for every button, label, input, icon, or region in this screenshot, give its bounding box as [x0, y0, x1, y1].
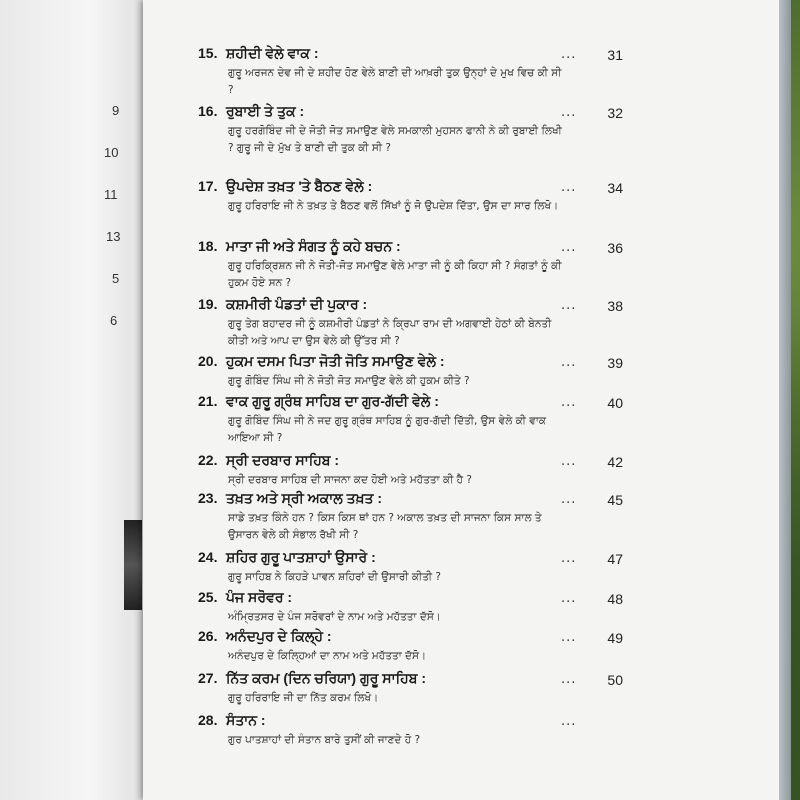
leader-dots: ... [561, 672, 577, 687]
entry-description: ਸਾਡੇ ਤਖ਼ਤ ਕਿੰਨੇ ਹਨ ? ਕਿਸ ਕਿਸ ਥਾਂ ਹਨ ? ਅਕਾਲ ਤਖ਼ਤ ਦੀ ਸਾਜਨਾ ਕਿਸ ਸਾਲ ਤੇ ਉਸਾਰਨ ਵੇਲੇ ਕੀ ਸੰਭਾਲ ਰੱਖੀ ਸੀ ? [228, 512, 542, 541]
entry-number: 28. [198, 712, 218, 728]
leader-dots: ... [561, 240, 577, 255]
entry-number: 21. [198, 393, 218, 409]
entry-heading [198, 589, 292, 606]
entry-page-number: 31 [607, 47, 623, 63]
entry-description: ਸ੍ਰੀ ਦਰਬਾਰ ਸਾਹਿਬ ਦੀ ਸਾਜਨਾ ਕਦ ਹੋਈ ਅਤੇ ਮਹੱਤਤਾ ਕੀ ਹੈ ? [228, 474, 473, 486]
entry-description: ਗੁਰੂ ਗੋਬਿੰਦ ਸਿੰਘ ਜੀ ਨੇ ਜੋਤੀ ਜੋਤ ਸਮਾਉਣ ਵੇਲੇ ਕੀ ਹੁਕਮ ਕੀਤੇ ? [228, 375, 470, 387]
entry-description: ਅਨੰਦਪੁਰ ਦੇ ਕਿਲ੍ਹਿਆਂ ਦਾ ਨਾਮ ਅਤੇ ਮਹੱਤਤਾ ਦੱਸੋ। [228, 650, 427, 662]
entry-heading [198, 103, 304, 120]
leader-dots: ... [561, 105, 577, 120]
book-spine-shadow [124, 520, 142, 610]
leader-dots: ... [561, 395, 577, 410]
page-edge [779, 0, 791, 800]
entry-title: ਸ੍ਰੀ ਦਰਬਾਰ ਸਾਹਿਬ : [226, 452, 340, 468]
entry-number: 26. [198, 628, 218, 644]
entry-page-number: 49 [607, 630, 623, 646]
entry-number: 18. [198, 238, 218, 254]
back-page [0, 0, 150, 800]
entry-title: ਨਿੱਤ ਕਰਮ (ਦਿਨ ਚਰਿਯਾ) ਗੁਰੂ ਸਾਹਿਬ : [226, 670, 427, 686]
entry-description: ਗੁਰੂ ਅਰਜਨ ਦੇਵ ਜੀ ਦੇ ਸ਼ਹੀਦ ਹੋਣ ਵੇਲੇ ਬਾਣੀ ਦੀ ਆਖ਼ਰੀ ਤੁਕ ਉਨ੍ਹਾਂ ਦੇ ਮੁਖ ਵਿਚ ਕੀ ਸੀ ? [228, 67, 562, 96]
entry-page-number: 38 [607, 298, 623, 314]
leader-dots: ... [561, 355, 577, 370]
entry-title: ਉਪਦੇਸ਼ ਤਖ਼ਤ 'ਤੇ ਬੈਠਣ ਵੇਲੇ : [226, 178, 373, 194]
leader-dots: ... [561, 180, 577, 195]
entry-heading [198, 393, 439, 410]
entry-heading [198, 296, 367, 313]
entry-number: 25. [198, 589, 218, 605]
entry-page-number: 48 [607, 591, 623, 607]
entry-number: 20. [198, 353, 218, 369]
entry-title: ਵਾਕ ਗੁਰੂ ਗ੍ਰੰਥ ਸਾਹਿਬ ਦਾ ਗੁਰ-ਗੱਦੀ ਵੇਲੇ : [226, 393, 439, 409]
entry-page-number: 32 [607, 105, 623, 121]
entry-page-number: 39 [607, 355, 623, 371]
leader-dots: ... [561, 298, 577, 313]
entry-number: 19. [198, 296, 218, 312]
entry-heading [198, 670, 426, 687]
contents-page [143, 0, 779, 800]
entry-heading [198, 490, 382, 507]
back-page-number: 6 [110, 313, 118, 328]
entry-heading [198, 628, 331, 645]
entry-description: ਗੁਰੂ ਹਰਿਕ੍ਰਿਸ਼ਨ ਜੀ ਨੇ ਜੋਤੀ-ਜੋਤ ਸਮਾਉਣ ਵੇਲੇ ਮਾਤਾ ਜੀ ਨੂੰ ਕੀ ਕਿਹਾ ਸੀ ? ਸੰਗਤਾਂ ਨੂੰ ਕੀ ਹੁਕਮ ਹੋਏ ਸਨ ? [228, 260, 562, 289]
back-page-number: 9 [112, 103, 120, 118]
entry-page-number: 34 [607, 180, 623, 196]
leader-dots: ... [561, 454, 577, 469]
entry-title: ਮਾਤਾ ਜੀ ਅਤੇ ਸੰਗਤ ਨੂੰ ਕਹੇ ਬਚਨ : [226, 238, 401, 254]
entry-title: ਸ਼ਹਿਰ ਗੁਰੂ ਪਾਤਸ਼ਾਹਾਂ ਉਸਾਰੇ : [226, 549, 376, 565]
entry-description: ਗੁਰ ਪਾਤਸ਼ਾਹਾਂ ਦੀ ਸੰਤਾਨ ਬਾਰੇ ਤੁਸੀਂ ਕੀ ਜਾਣਦੇ ਹੋ ? [228, 734, 421, 746]
entry-description: ਗੁਰੂ ਹਰਿਰਾਇ ਜੀ ਦਾ ਨਿੱਤ ਕਰਮ ਲਿਖੋ। [228, 692, 379, 704]
entry-heading [198, 712, 266, 729]
entry-number: 27. [198, 670, 218, 686]
entry-description: ਗੁਰੂ ਗੋਬਿੰਦ ਸਿੰਘ ਜੀ ਨੇ ਜਦ ਗੁਰੂ ਗ੍ਰੰਥ ਸਾਹਿਬ ਨੂੰ ਗੁਰ-ਗੱਦੀ ਦਿੱਤੀ, ਉਸ ਵੇਲੇ ਕੀ ਵਾਕ ਆਇਆ ਸੀ ? [228, 415, 547, 444]
entry-page-number: 40 [607, 395, 623, 411]
entry-heading [198, 353, 444, 370]
entry-number: 16. [198, 103, 218, 119]
entry-page-number: 36 [607, 240, 623, 256]
entry-heading [198, 178, 372, 195]
entry-title: ਰੁਬਾਈ ਤੇ ਤੁਕ : [226, 103, 305, 119]
entry-number: 17. [198, 178, 218, 194]
back-page-number: 13 [106, 229, 121, 244]
entry-description: ਗੁਰੂ ਹਰਗੋਬਿੰਦ ਜੀ ਦੇ ਜੋਤੀ ਜੋਤ ਸਮਾਉਣ ਵੇਲੇ ਸਮਕਾਲੀ ਮੁਹਸਨ ਫਾਨੀ ਨੇ ਕੀ ਰੁਬਾਈ ਲਿਖੀ ? ਗੁਰੂ ਜੀ ਦੇ ਮੁੱਖ ਤੇ ਬਾਣੀ ਦੀ ਤੁਕ ਕੀ ਸੀ ? [228, 125, 562, 154]
entry-page-number: 47 [607, 551, 623, 567]
entry-description: ਗੁਰੂ ਹਰਿਰਾਇ ਜੀ ਨੇ ਤਖ਼ਤ ਤੇ ਬੈਠਣ ਵਲੋਂ ਸਿੱਖਾਂ ਨੂੰ ਜੋ ਉਪਦੇਸ਼ ਦਿੱਤਾ, ਉਸ ਦਾ ਸਾਰ ਲਿਖੋ। [228, 200, 559, 212]
leader-dots: ... [561, 630, 577, 645]
entry-title: ਅਨੰਦਪੁਰ ਦੇ ਕਿਲ੍ਹੇ : [226, 628, 332, 644]
entry-number: 23. [198, 490, 218, 506]
leader-dots: ... [561, 591, 577, 606]
entry-title: ਤਖ਼ਤ ਅਤੇ ਸ੍ਰੀ ਅਕਾਲ ਤਖ਼ਤ : [226, 490, 383, 506]
entry-title: ਕਸ਼ਮੀਰੀ ਪੰਡਤਾਂ ਦੀ ਪੁਕਾਰ : [226, 296, 368, 312]
leader-dots: ... [561, 492, 577, 507]
entry-title: ਹੁਕਮ ਦਸਮ ਪਿਤਾ ਜੋਤੀ ਜੋਤਿ ਸਮਾਉਣ ਵੇਲੇ : [226, 353, 445, 369]
entry-heading [198, 45, 319, 62]
entry-title: ਸੰਤਾਨ : [226, 712, 266, 728]
entry-number: 15. [198, 45, 218, 61]
back-page-number: 10 [104, 145, 119, 160]
entry-title: ਸ਼ਹੀਦੀ ਵੇਲੇ ਵਾਕ : [226, 45, 319, 61]
entry-description: ਅੰਮ੍ਰਿਤਸਰ ਦੇ ਪੰਜ ਸਰੋਵਰਾਂ ਦੇ ਨਾਮ ਅਤੇ ਮਹੱਤਤਾ ਦੱਸੋ। [228, 611, 441, 623]
entry-title: ਪੰਜ ਸਰੋਵਰ : [226, 589, 293, 605]
leader-dots: ... [561, 714, 577, 729]
back-page-number: 11 [104, 187, 118, 202]
entry-number: 24. [198, 549, 218, 565]
entry-page-number: 50 [607, 672, 623, 688]
entry-number: 22. [198, 452, 218, 468]
entry-description: ਗੁਰੂ ਸਾਹਿਬ ਨੇ ਕਿਹੜੇ ਪਾਵਨ ਸ਼ਹਿਰਾਂ ਦੀ ਉਸਾਰੀ ਕੀਤੀ ? [228, 571, 441, 583]
entry-page-number: 45 [607, 492, 623, 508]
entry-page-number: 42 [607, 454, 623, 470]
entry-description: ਗੁਰੂ ਤੇਗ ਬਹਾਦਰ ਜੀ ਨੂੰ ਕਸ਼ਮੀਰੀ ਪੰਡਤਾਂ ਨੇ ਕ੍ਰਿਪਾ ਰਾਮ ਦੀ ਅਗਵਾਈ ਹੇਠਾਂ ਕੀ ਬੇਨਤੀ ਕੀਤੀ ਅਤੇ ਆਪ ਦਾ ਉਸ ਵੇਲੇ ਕੀ ਉੱਤਰ ਸੀ ? [228, 318, 552, 347]
leader-dots: ... [561, 551, 577, 566]
entry-heading [198, 452, 339, 469]
entry-heading [198, 238, 401, 255]
leader-dots: ... [561, 47, 577, 62]
back-page-number: 5 [112, 271, 120, 286]
entry-heading [198, 549, 376, 566]
